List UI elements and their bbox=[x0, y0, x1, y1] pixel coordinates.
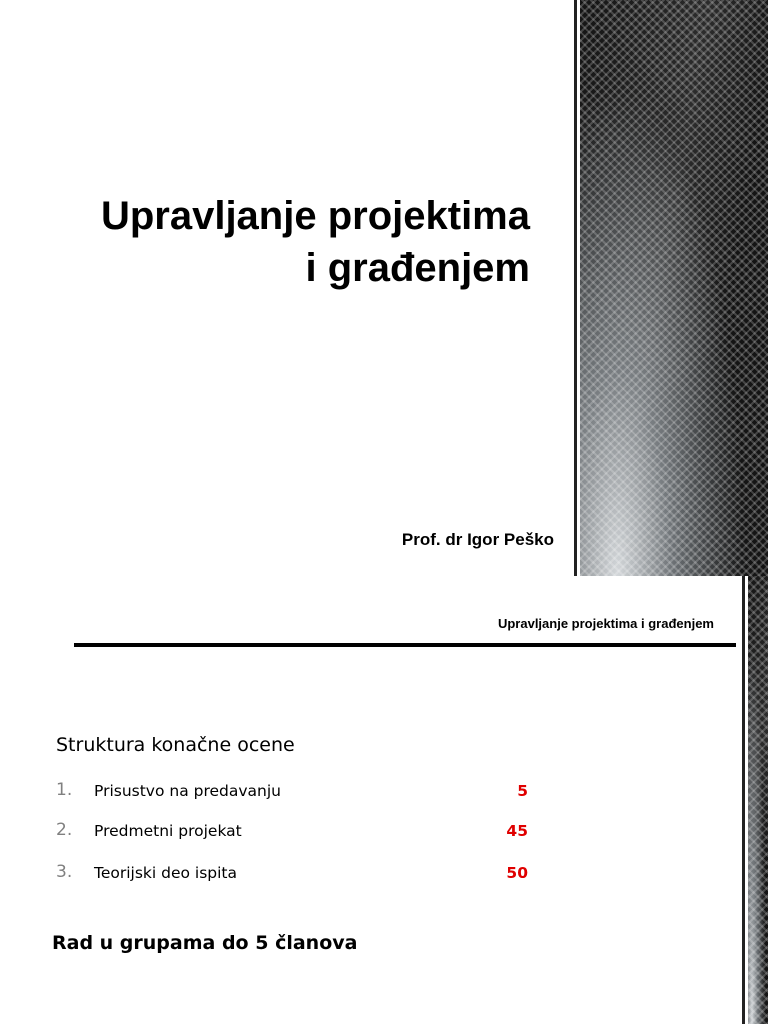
panel-edge-strip bbox=[742, 576, 745, 1024]
list-label: Teorijski deo ispita bbox=[94, 864, 238, 882]
list-label: Prisustvo na predavanju bbox=[94, 782, 282, 800]
list-item bbox=[56, 780, 536, 808]
slide-header: Upravljanje projektima i građenjem bbox=[497, 616, 714, 631]
author-name: Prof. dr Igor Peško bbox=[401, 530, 554, 549]
list-number: 3. bbox=[56, 862, 73, 882]
presentation-title bbox=[101, 190, 530, 294]
list-value: 50 bbox=[506, 864, 528, 882]
panel-edge-strip bbox=[574, 0, 577, 576]
list-item bbox=[56, 862, 536, 890]
list-number: 2. bbox=[56, 820, 73, 840]
grading-slide bbox=[0, 576, 768, 1024]
carbon-fiber-panel bbox=[580, 0, 768, 576]
list-item bbox=[56, 820, 536, 848]
section-heading: Struktura konačne ocene bbox=[56, 734, 295, 756]
list-value: 5 bbox=[517, 782, 528, 800]
header-divider bbox=[74, 643, 736, 647]
list-number: 1. bbox=[56, 780, 73, 800]
list-label: Predmetni projekat bbox=[94, 822, 242, 840]
title-line-2: i građenjem bbox=[305, 246, 530, 290]
group-work-note: Rad u grupama do 5 članova bbox=[52, 932, 358, 954]
list-value: 45 bbox=[506, 822, 528, 840]
title-line-1: Upravljanje projektima bbox=[100, 194, 530, 238]
carbon-fiber-panel bbox=[748, 576, 768, 1024]
